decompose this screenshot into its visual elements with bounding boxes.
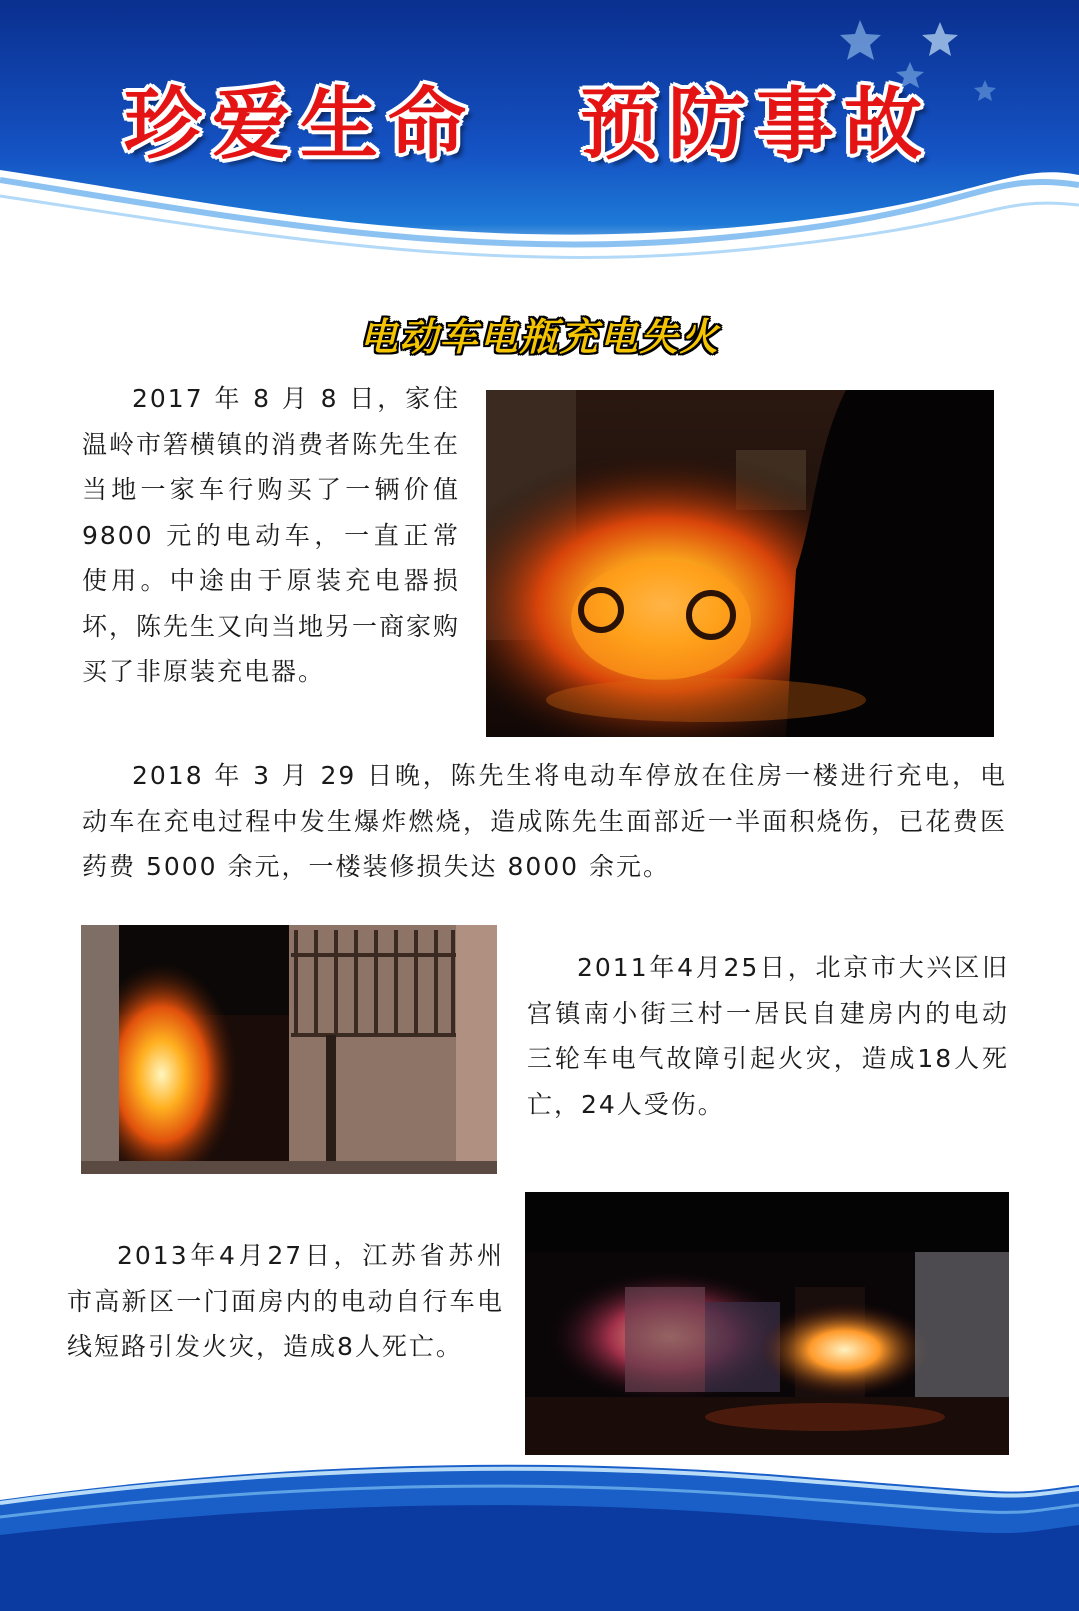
- photo-night-shop-fire: [525, 1192, 1009, 1455]
- case-2017-intro: 2017 年 8 月 8 日，家住温岭市箬横镇的消费者陈先生在当地一家车行购买了一辆价值 9800 元的电动车，一直正常使用。中途由于原装充电器损坏，陈先生又向当地另一商家购买了非原装充电器。: [82, 384, 461, 686]
- star-icon: [974, 80, 996, 101]
- photo-fire-doorway: [81, 925, 497, 1174]
- case-2018-incident: 2018 年 3 月 29 日晚，陈先生将电动车停放在住房一楼进行充电，电动车在充电过程中发生爆炸燃烧，造成陈先生面部近一半面积烧伤，已花费医药费 5000 余元，一楼装修损失达 8000 余元。: [82, 761, 1007, 881]
- star-icon: [922, 22, 958, 56]
- photo-burning-scooter: [486, 390, 994, 737]
- slogan-prevent-accidents: 预防事故: [580, 80, 933, 170]
- star-icon: [840, 20, 881, 60]
- section-title: 电动车电瓶充电失火: [359, 315, 720, 359]
- slogan-cherish-life: 珍爱生命: [124, 80, 477, 170]
- case-2011-beijing: 2011年4月25日，北京市大兴区旧宫镇南小街三村一居民自建房内的电动三轮车电气故障引起火灾，造成18人死亡，24人受伤。: [527, 953, 1009, 1119]
- case-2013-suzhou: 2013年4月27日，江苏省苏州市高新区一门面房内的电动自行车电线短路引发火灾，造成8人死亡。: [67, 1241, 504, 1361]
- footer-wave: [0, 1455, 1079, 1611]
- header-banner: [0, 0, 1079, 280]
